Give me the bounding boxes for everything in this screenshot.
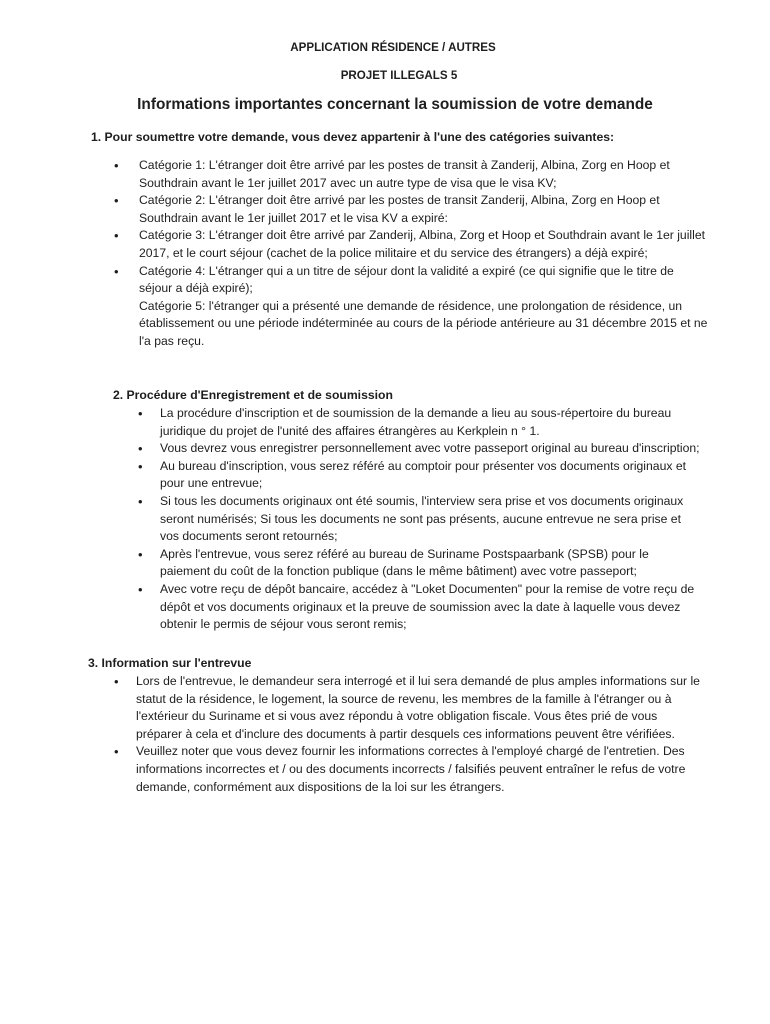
procedure-step-text: La procédure d'inscription et de soumission de la demande a lieu au sous-répertoire du bureau juridique du projet de l'unité des affaires étrangères au Kerkplein n ° 1. <box>160 406 672 438</box>
list-item <box>114 673 706 743</box>
list-item-category-3 <box>114 227 709 262</box>
bullet-icon: • <box>138 493 143 509</box>
list-item <box>138 458 700 493</box>
section-3-list <box>114 673 706 796</box>
bullet-icon: • <box>138 458 143 474</box>
interview-info-text: Lors de l'entrevue, le demandeur sera interrogé et il lui sera demandé de plus amples informations sur le statut de la résidence, le logement, la source de revenu, les membres de la famille à l'étranger ou à l'extérieur du Suriname et si vous avez répondu à votre obligation fiscale. Vous êtes prié de vous préparer à cela et d'inclure des documents à partir desquels ces informations peuvent être vérifiées. <box>136 674 700 741</box>
category-2-text: Catégorie 2: L'étranger doit être arrivé par les postes de transit Zanderij, Albina, Zorg en Hoop et Southdrain avant le 1er juillet 2017 et le visa KV a expiré: <box>139 193 660 225</box>
bullet-icon: • <box>114 193 119 209</box>
list-item <box>138 405 700 440</box>
list-item <box>138 440 700 458</box>
section-1-list <box>114 157 709 351</box>
list-item-category-1 <box>114 157 709 192</box>
bullet-icon: • <box>138 406 143 421</box>
procedure-step-text: Si tous les documents originaux ont été soumis, l'interview sera prise et vos documents originaux seront numérisés; Si tous les documents ne sont pas présents, aucune entrevue ne sera prise et vos documents seront retournés; <box>160 493 684 544</box>
list-item <box>138 546 700 581</box>
bullet-icon: • <box>114 228 119 244</box>
bullet-icon: • <box>114 744 119 760</box>
section-3-title: 3. Information sur l'entrevue <box>88 656 252 670</box>
category-5-text: Catégorie 5: l'étranger qui a présenté une demande de résidence, une prolongation de résidence, un établissement ou une période indéterminée au cours de la période antérieure au 31 décembre 2015 et ne l'a pas reçu. <box>139 298 708 348</box>
list-item-category-5 <box>139 298 709 351</box>
list-item <box>138 493 700 546</box>
category-3-text: Catégorie 3: L'étranger doit être arrivé par Zanderij, Albina, Zorg et Hoop et Southdrain avant le 1er juillet 2017, et le court séjour (cachet de la police militaire et du service des étrangers) a déjà expiré; <box>139 228 705 260</box>
section-2-list <box>138 405 700 634</box>
category-1-text: Catégorie 1: L'étranger doit être arrivé par les postes de transit à Zanderij, Albina, Zorg en Hoop et Southdrain avant le 1er juillet 2017 avec un autre type de visa que le visa KV; <box>139 158 670 190</box>
header-application-type: APPLICATION RÉSIDENCE / AUTRES <box>290 41 496 54</box>
list-item <box>138 581 700 634</box>
section-1-title: 1. Pour soumettre votre demande, vous devez appartenir à l'une des catégories suivantes: <box>91 130 615 144</box>
bullet-icon: • <box>138 441 143 457</box>
procedure-step-text: Après l'entrevue, vous serez référé au bureau de Suriname Postspaarbank (SPSB) pour le paiement du coût de la fonction publique (dans le même bâtiment) avec votre passeport; <box>160 546 649 579</box>
list-item-category-4 <box>114 263 709 298</box>
list-item-category-2 <box>114 192 709 227</box>
bullet-icon: • <box>138 581 143 597</box>
bullet-icon: • <box>138 546 143 562</box>
section-2-title: 2. Procédure d'Enregistrement et de soumission <box>113 388 393 402</box>
procedure-step-text: Avec votre reçu de dépôt bancaire, accédez à "Loket Documenten" pour la remise de votre reçu de dépôt et vos documents originaux et la preuve de soumission avec la date à laquelle vous devez obtenir le permis de séjour vous seront remis; <box>160 581 695 632</box>
procedure-step-text: Au bureau d'inscription, vous serez référé au comptoir pour présenter vos documents originaux et pour une entrevue; <box>160 458 686 491</box>
header-project-name: PROJET ILLEGALS 5 <box>340 69 458 82</box>
page-title: Informations importantes concernant la soumission de votre demande <box>137 96 653 113</box>
bullet-icon: • <box>114 674 119 689</box>
bullet-icon: • <box>114 158 119 173</box>
interview-warning-text: Veuillez noter que vous devez fournir les informations correctes à l'employé chargé de l'entretien. Des informations incorrectes et / ou des documents incorrects / falsifiés peuvent entraîner le refus de votre demande, conformément aux dispositions de la loi sur les étrangers. <box>136 744 686 794</box>
list-item <box>114 743 706 796</box>
procedure-step-text: Vous devrez vous enregistrer personnellement avec votre passeport original au bureau d'inscription; <box>160 441 700 456</box>
bullet-icon: • <box>114 263 119 279</box>
category-4-text: Catégorie 4: L'étranger qui a un titre de séjour dont la validité a expiré (ce qui signifie que le titre de séjour a déjà expiré); <box>139 263 674 296</box>
